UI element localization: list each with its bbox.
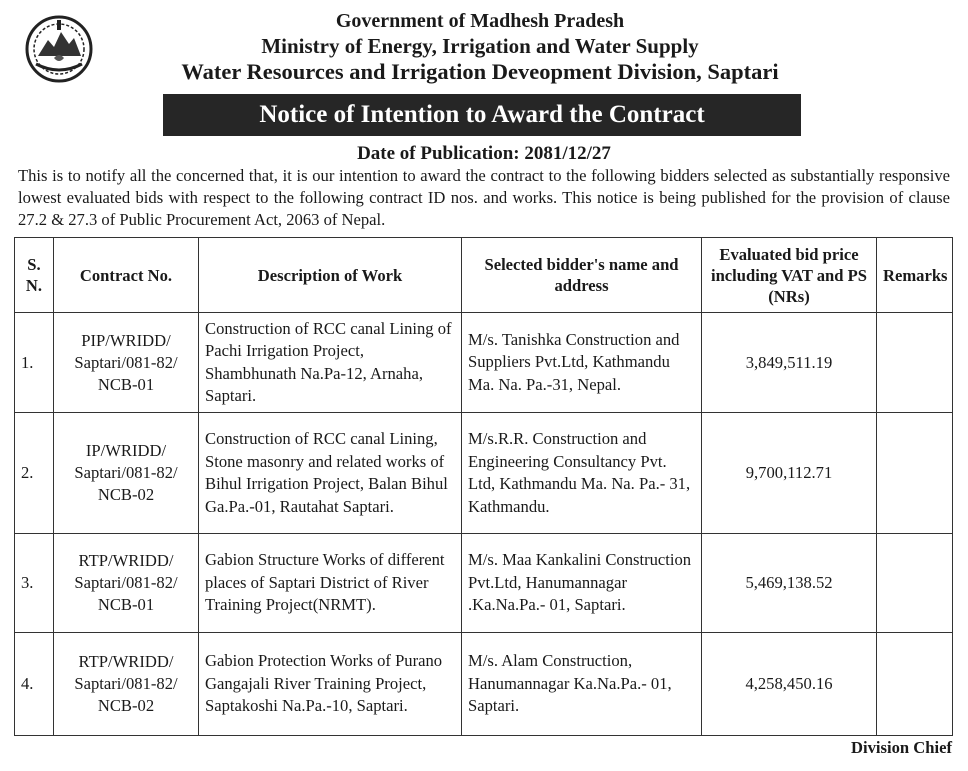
table-row (15, 633, 953, 736)
ministry-heading: Ministry of Energy, Irrigation and Water Supply (261, 34, 699, 58)
intro-paragraph: This is to notify all the concerned that, it is our intention to award the contract to the following bidders selected as substantially responsive lowest evaluated bids with respect to the following contract ID nos. and works. This notice is being published for the provision of clause 27.2 & 27.3 of Public Procurement Act, 2063 of Nepal. (18, 166, 950, 229)
row-description: Gabion Structure Works of different places of Saptari District of River Training Project(NRMT). (199, 534, 462, 633)
row-sn: 4. (15, 633, 54, 736)
col-header-sn: S. N. (15, 238, 54, 313)
row-sn: 1. (15, 313, 54, 413)
row-remarks (877, 413, 953, 534)
row-contract-no: RTP/WRIDD/ Saptari/081-82/ NCB-02 (54, 633, 199, 736)
signature: Division Chief (851, 738, 952, 757)
row-price: 5,469,138.52 (702, 534, 877, 633)
row-bidder: M/s. Alam Construction, Hanumannagar Ka.Na.Pa.- 01, Saptari. (462, 633, 702, 736)
table-header-row (15, 238, 953, 313)
row-remarks (877, 313, 953, 413)
nepal-emblem-icon (24, 14, 94, 84)
table-row (15, 534, 953, 633)
row-price: 4,258,450.16 (702, 633, 877, 736)
row-sn: 2. (15, 413, 54, 534)
row-price: 9,700,112.71 (702, 413, 877, 534)
bids-table (14, 237, 953, 736)
col-header-remarks: Remarks (877, 238, 953, 313)
col-header-description: Description of Work (199, 238, 462, 313)
division-heading: Water Resources and Irrigation Deveopment Division, Saptari (181, 59, 779, 84)
row-contract-no: IP/WRIDD/ Saptari/081-82/ NCB-02 (54, 413, 199, 534)
row-remarks (877, 534, 953, 633)
table-row (15, 313, 953, 413)
row-bidder: M/s.R.R. Construction and Engineering Consultancy Pvt. Ltd, Kathmandu Ma. Na. Pa.- 31, Kathmandu. (462, 413, 702, 534)
row-bidder: M/s. Maa Kankalini Construction Pvt.Ltd, Hanumannagar .Ka.Na.Pa.- 01, Saptari. (462, 534, 702, 633)
table-row (15, 413, 953, 534)
government-heading: Government of Madhesh Pradesh (335, 10, 625, 32)
publication-date: Date of Publication: 2081/12/27 (357, 143, 611, 164)
row-sn: 3. (15, 534, 54, 633)
col-header-contract-no: Contract No. (54, 238, 199, 313)
notice-title-banner: Notice of Intention to Award the Contract (163, 94, 801, 136)
row-contract-no: PIP/WRIDD/ Saptari/081-82/ NCB-01 (54, 313, 199, 413)
row-bidder: M/s. Tanishka Construction and Suppliers Pvt.Ltd, Kathmandu Ma. Na. Pa.-31, Nepal. (462, 313, 702, 413)
row-contract-no: RTP/WRIDD/ Saptari/081-82/ NCB-01 (54, 534, 199, 633)
row-description: Gabion Protection Works of Purano Gangajali River Training Project, Saptakoshi Na.Pa.-10, Saptari. (199, 633, 462, 736)
row-remarks (877, 633, 953, 736)
row-price: 3,849,511.19 (702, 313, 877, 413)
col-header-bidder: Selected bidder's name and address (462, 238, 702, 313)
row-description: Construction of RCC canal Lining, Stone masonry and related works of Bihul Irrigation Project, Balan Bihul Ga.Pa.-01, Rautahat Saptari. (199, 413, 462, 534)
row-description: Construction of RCC canal Lining of Pachi Irrigation Project, Shambhunath Na.Pa-12, Arnaha, Saptari. (199, 313, 462, 413)
col-header-price: Evaluated bid price including VAT and PS (NRs) (702, 238, 877, 313)
